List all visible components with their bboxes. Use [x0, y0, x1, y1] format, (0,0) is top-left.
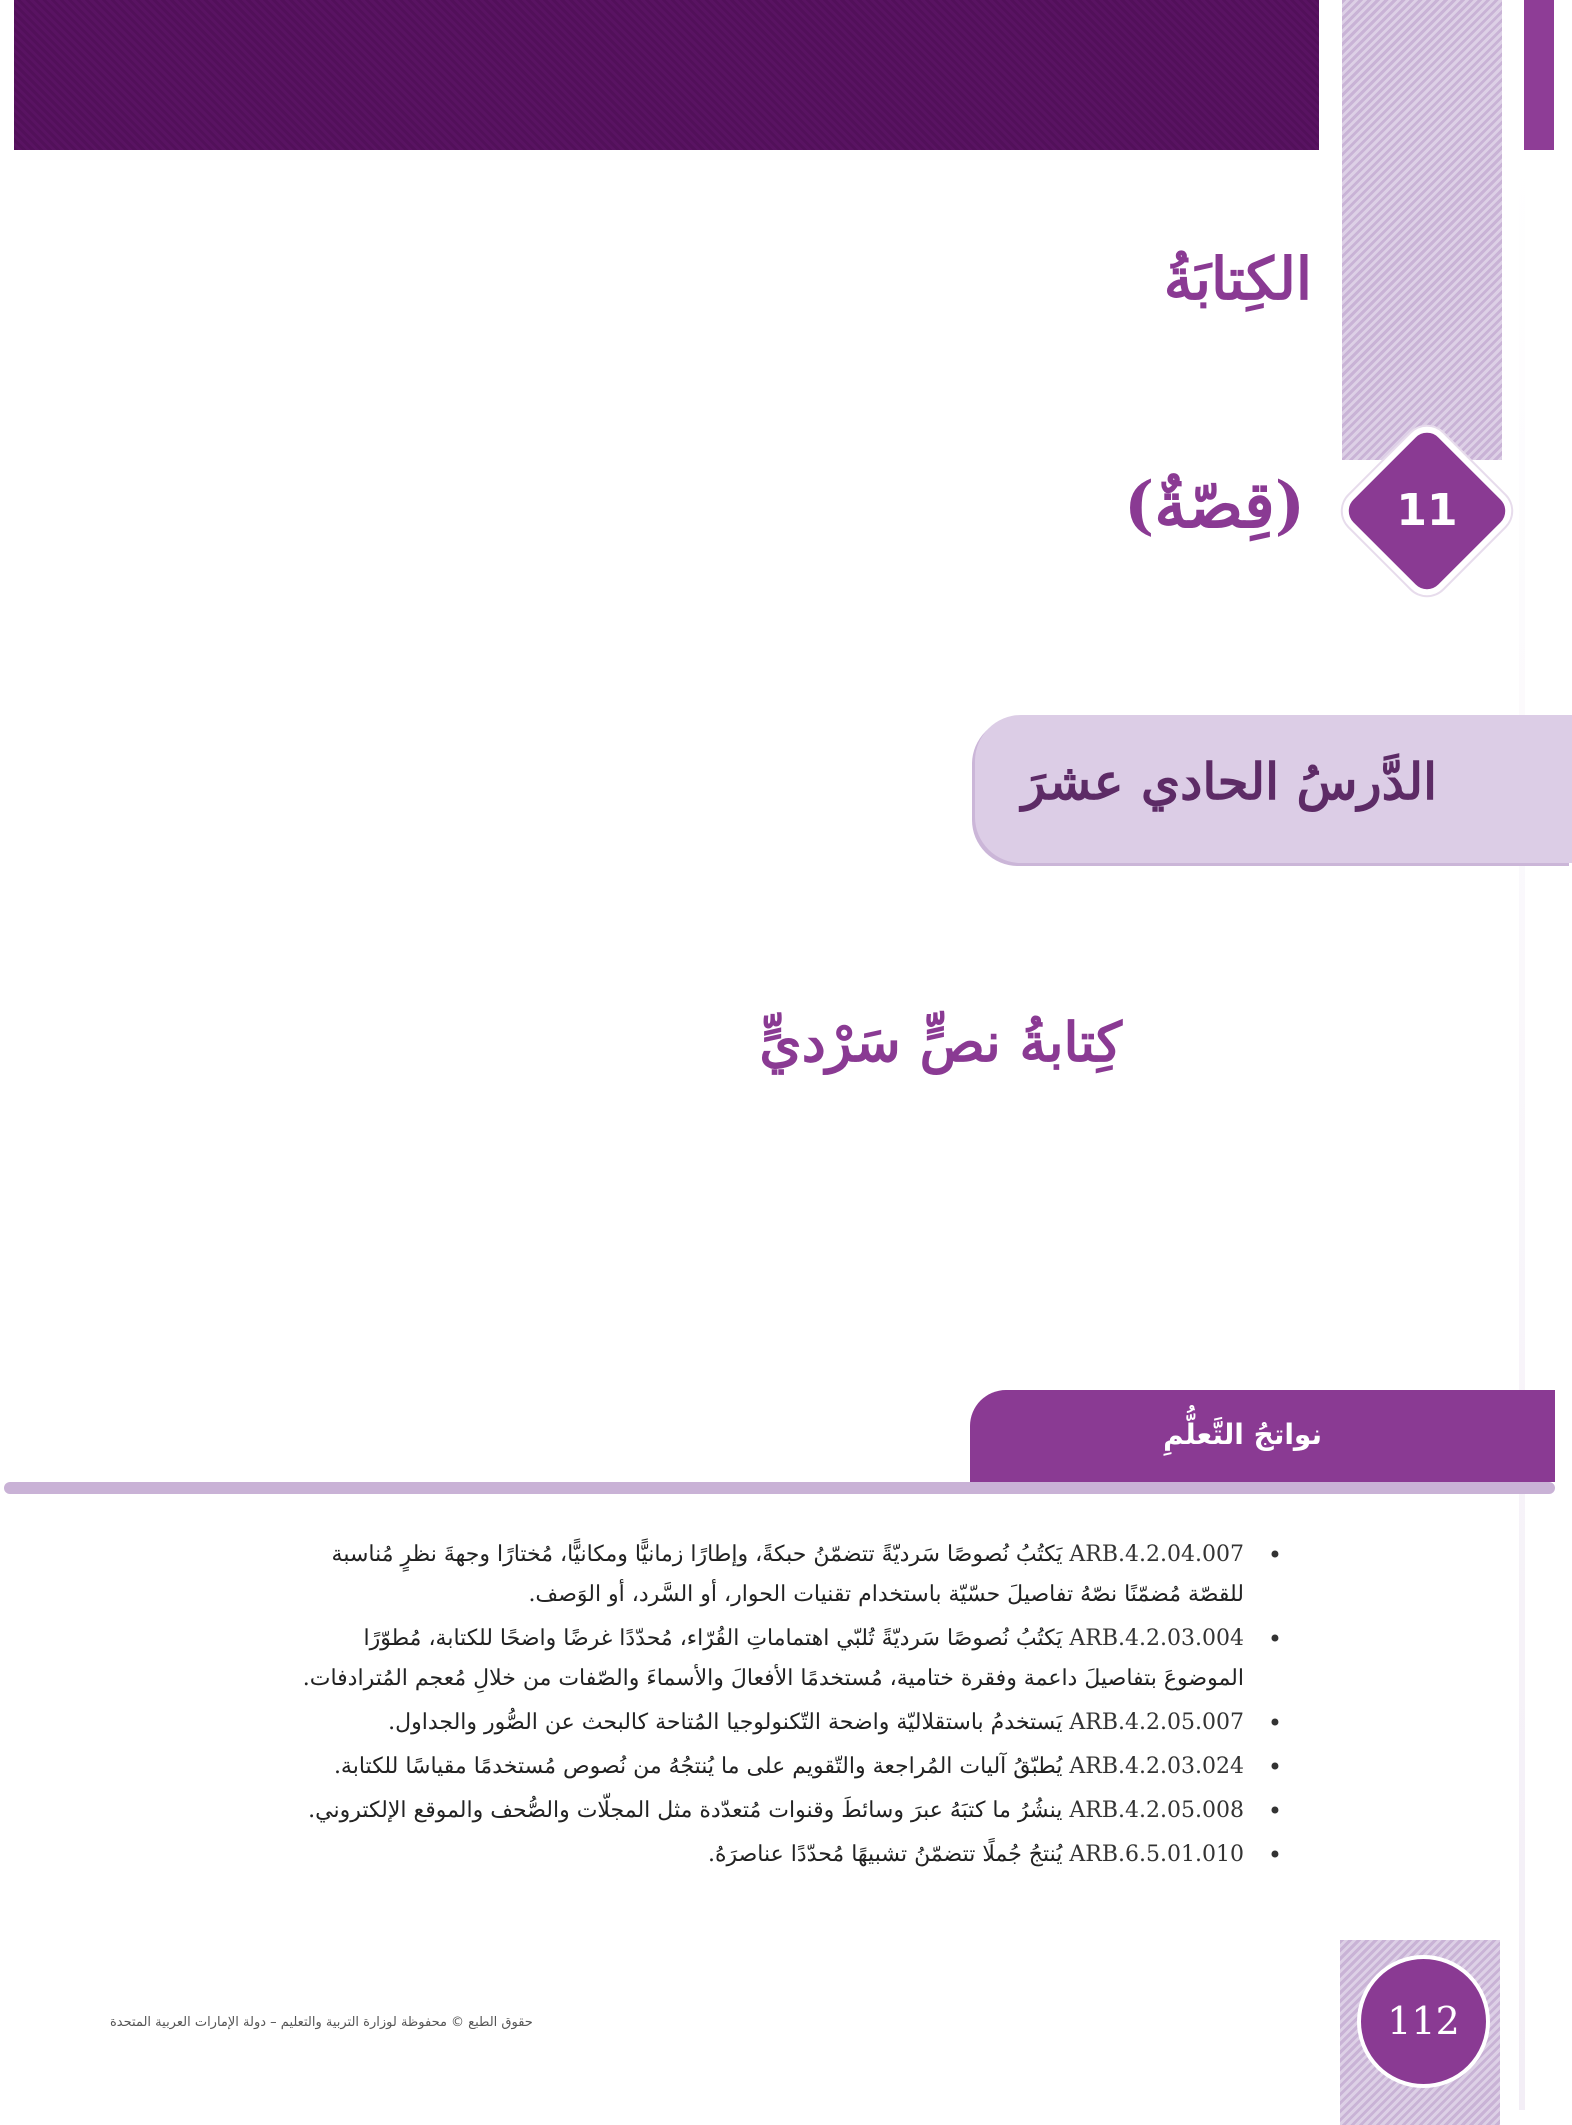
outcome-code: ARB.4.2.03.004	[1069, 1626, 1244, 1651]
outcome-code: ARB.6.5.01.010	[1069, 1842, 1244, 1867]
outcome-code: ARB.4.2.03.024	[1069, 1754, 1244, 1779]
outcomes-list	[282, 1535, 1282, 1879]
bullet-icon: •	[1267, 1709, 1282, 1737]
edge-tab	[1524, 0, 1554, 150]
list-item	[282, 1535, 1282, 1615]
bullet-icon: •	[1267, 1753, 1282, 1781]
side-pattern-stripe	[1340, 0, 1502, 460]
copyright-notice: حقوق الطبع © محفوظة لوزارة التربية والتعليم – دولة الإمارات العربية المتحدة	[110, 2015, 533, 2030]
bullet-icon: •	[1267, 1625, 1282, 1653]
outcome-text: يَكتُبُ نُصوصًا سَرديّةً تُلبّي اهتماماتِ القُرّاء، مُحدّدًا غرضًا واضحًا للكتابة، مُطوّرًا الموضوعَ بتفاصيلَ داعمة وفقرة ختامية، مُستخدمًا الأفعالَ والأسماءَ والصّفات من خلالِ مُعجم المُترادفات.	[302, 1626, 1244, 1691]
outcomes-divider	[4, 1482, 1555, 1494]
chapter-title: (قِصّةٌ)	[1124, 468, 1305, 543]
lesson-subtitle: كِتابةُ نصٍّ سَرْديٍّ	[759, 1010, 1122, 1074]
outcome-text: ينشُرُ ما كتبَهُ عبرَ وسائطَ وقنوات مُتعدّدة مثل المجلّات والصُّحف والموقع الإلكتروني.	[308, 1798, 1063, 1823]
bullet-icon: •	[1267, 1841, 1282, 1869]
outcomes-label: نواتجُ التَّعلُّمِ	[1163, 1418, 1322, 1451]
outcome-code: ARB.4.2.04.007	[1069, 1542, 1244, 1567]
list-item	[282, 1619, 1282, 1699]
page-number: 112	[1387, 1999, 1460, 2043]
outcome-text: يُنتجُ جُملًا تتضمّنُ تشبيهًا مُحدّدًا عناصرَهُ.	[707, 1842, 1063, 1867]
outcome-code: ARB.4.2.05.007	[1069, 1710, 1244, 1735]
outcome-text: يَكتُبُ نُصوصًا سَرديّةً تتضمّنُ حبكةً، وإطارًا زمانيًّا ومكانيًّا، مُختارًا وجهةَ نظرٍ مُناسبة للقصّة مُضمّنًا نصّهُ تفاصيلَ حسّيّة باستخدام تقنيات الحوار، أو السَّرد، أو الوَصف.	[331, 1542, 1244, 1607]
outcome-text: يَستخدمُ باستقلاليّة واضحة التّكنولوجيا المُتاحة كالبحث عن الصُّور والجداول.	[388, 1710, 1063, 1735]
list-item	[282, 1791, 1282, 1831]
lesson-title: الدَّرسُ الحادي عشرَ	[1021, 752, 1437, 811]
outcome-code: ARB.4.2.05.008	[1069, 1798, 1244, 1823]
list-item	[282, 1747, 1282, 1787]
top-banner	[14, 0, 1319, 150]
outcome-text: يُطبّقُ آليات المُراجعة والتّقويم على ما يُنتجُهُ من نُصوص مُستخدمًا مقياسًا للكتابة.	[333, 1754, 1063, 1779]
section-title: الكِتابَةُ	[1163, 245, 1312, 313]
list-item	[282, 1703, 1282, 1743]
chapter-number: 11	[1396, 485, 1458, 536]
bullet-icon: •	[1267, 1541, 1282, 1569]
list-item	[282, 1835, 1282, 1875]
bullet-icon: •	[1267, 1797, 1282, 1825]
edge-line	[1519, 150, 1525, 2110]
